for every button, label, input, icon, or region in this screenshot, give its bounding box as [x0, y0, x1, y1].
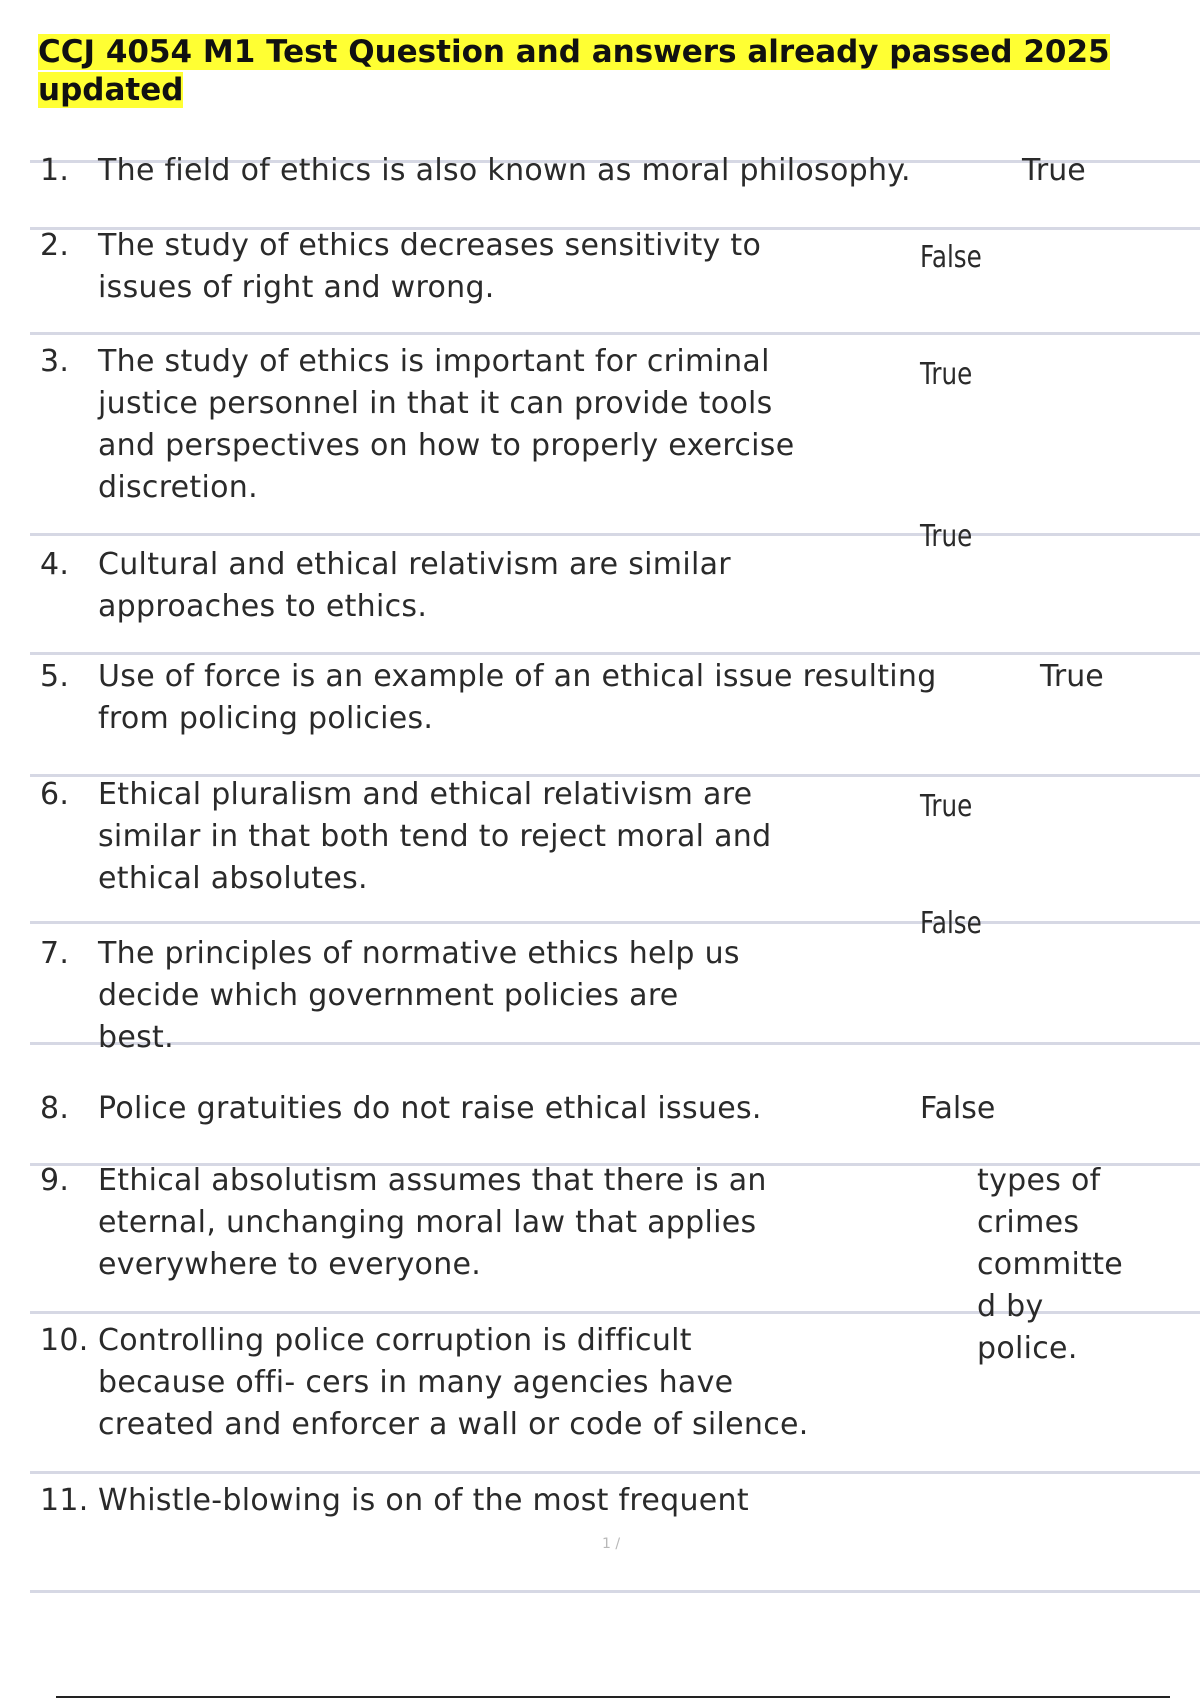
- question-text: Whistle-blowing is on of the most frequent: [98, 1483, 749, 1518]
- row-divider: [30, 533, 1200, 536]
- row-divider: [30, 921, 1200, 924]
- page-bottom-rule: [56, 1696, 1170, 1698]
- answer-text: True: [920, 357, 973, 392]
- question-number: 2.: [40, 228, 70, 263]
- answer-text: True: [1022, 153, 1086, 188]
- question-text: Ethical absolutism assumes that there is an eternal, unchanging moral law that applies everywhere to everyone.: [98, 1163, 767, 1282]
- question-text: Police gratuities do not raise ethical issues.: [98, 1091, 762, 1126]
- row-divider: [30, 332, 1200, 335]
- row-divider: [30, 1590, 1200, 1593]
- page-number: 1 /: [602, 1536, 621, 1552]
- answer-text: True: [1040, 659, 1104, 694]
- answer-text: False: [920, 240, 982, 275]
- answer-text: False: [920, 1091, 996, 1126]
- answer-text: True: [920, 789, 973, 824]
- question-number: 10.: [40, 1323, 89, 1358]
- question-number: 5.: [40, 659, 70, 694]
- question-number: 1.: [40, 153, 70, 188]
- question-text: Controlling police corruption is difficult because offi- cers in many agencies have created and enforcer a wall or code of silence.: [98, 1323, 809, 1442]
- question-text: The study of ethics is important for criminal justice personnel in that it can provide tools and perspectives on how to properly exercise discretion.: [98, 344, 795, 505]
- question-number: 11.: [40, 1483, 89, 1518]
- row-divider: [30, 1471, 1200, 1474]
- question-number: 8.: [40, 1091, 70, 1126]
- question-text: Cultural and ethical relativism are similar approaches to ethics.: [98, 547, 731, 624]
- question-text: The study of ethics decreases sensitivity to issues of right and wrong.: [98, 228, 762, 305]
- answer-text: False: [920, 906, 982, 941]
- question-number: 4.: [40, 547, 70, 582]
- question-text: The principles of normative ethics help us decide which government policies are best.: [98, 936, 740, 1055]
- document-title: [38, 33, 1138, 109]
- question-number: 6.: [40, 777, 70, 812]
- row-divider: [30, 652, 1200, 655]
- answer-text: types of crimes committe d by police.: [977, 1163, 1124, 1366]
- question-text: Use of force is an example of an ethical issue resulting from policing policies.: [98, 659, 937, 736]
- question-number: 9.: [40, 1163, 70, 1198]
- answer-text: True: [920, 519, 973, 554]
- document-title-text: CCJ 4054 M1 Test Question and answers already passed 2025 updated: [38, 34, 1110, 108]
- question-text: The field of ethics is also known as moral philosophy.: [98, 153, 911, 188]
- question-number: 3.: [40, 344, 70, 379]
- question-text: Ethical pluralism and ethical relativism are similar in that both tend to reject moral and ethical absolutes.: [98, 777, 772, 896]
- question-number: 7.: [40, 936, 70, 971]
